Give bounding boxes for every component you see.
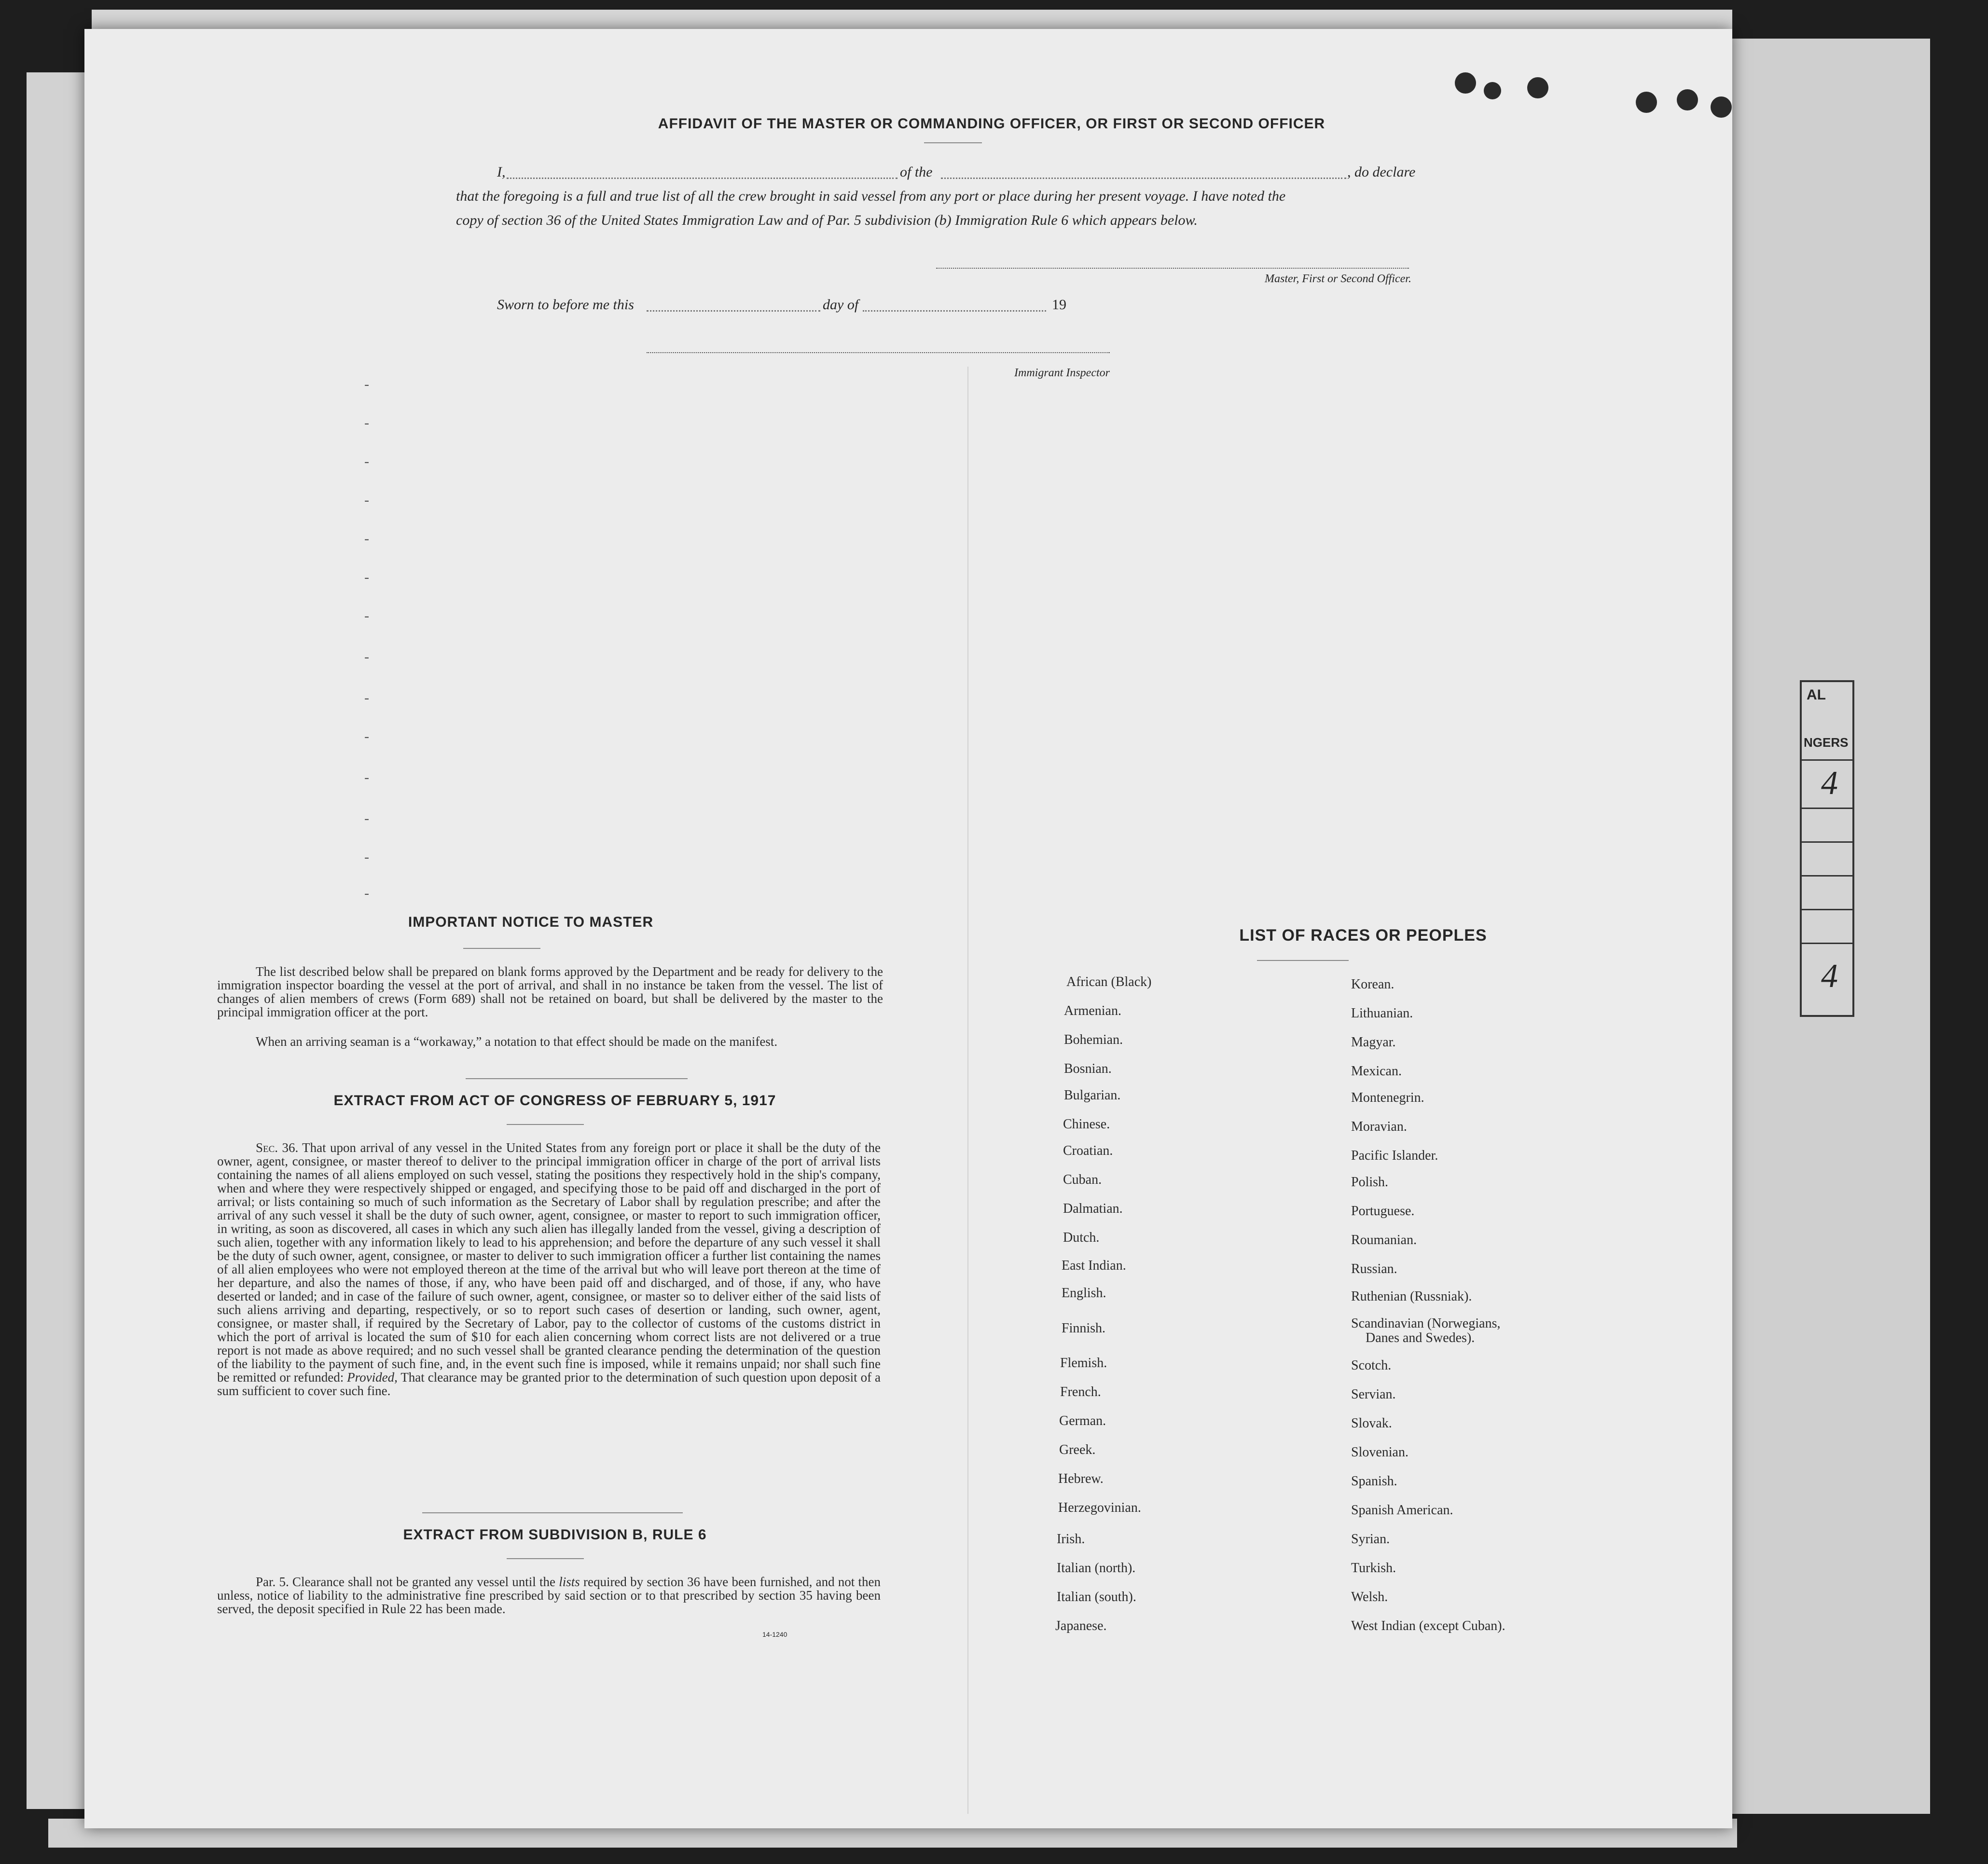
inspector-label: Immigrant Inspector [1014,367,1110,379]
race-right: Scotch. [1351,1358,1392,1373]
side-box-count-1: 4 [1821,765,1838,802]
race-right: Korean. [1351,977,1394,992]
binding-hole [1455,72,1476,94]
race-left: Dutch. [1063,1230,1100,1245]
race-left: Croatian. [1063,1143,1113,1158]
rule-title: EXTRACT FROM SUBDIVISION B, RULE 6 [403,1527,707,1543]
race-right: Spanish American. [1351,1503,1453,1518]
name-field[interactable] [507,178,897,179]
race-right: West Indian (except Cuban). [1351,1618,1505,1633]
day-of-label: day of [823,297,859,313]
race-right-continuation: Danes and Swedes). [1366,1330,1475,1345]
race-right: Scandinavian (Norwegians, [1351,1316,1501,1331]
race-right: Polish. [1351,1175,1389,1190]
binding-hole [1677,89,1698,110]
act-text-end: That clearance may be granted prior to the determination of such question upon deposit of a sum sufficient to cover such fine. [217,1370,881,1398]
race-right: Syrian. [1351,1532,1390,1547]
race-right: Portuguese. [1351,1204,1415,1219]
race-right: Pacific Islander. [1351,1148,1438,1163]
act-text-body: That upon arrival of any vessel in the United States from any foreign port or place it shall be the duty of the owner, agent, consignee, or master thereof to deliver to the principal immigration officer in charge of the port of arrival lists containing the names of all aliens employed on such vessel, stating the positions they respectively hold in the ship's company, when and where they were respectively shipped or engaged, and specifying those to be paid off and discharged in the port of arrival; or lists containing so much of such information as the Secretary of Labor shall by regulation prescribe; and after the arrival of any such vessel it shall be the duty of such owner, agent, consignee, or master to report to such immigration officer, in writing, as soon as discovered, all cases in which any such alien has illegally landed from the vessel, giving a description of such alien, together with any information likely to lead to his apprehension; and before the departure of any such vessel it shall be the duty of such owner, agent, consignee, or master to deliver to such immigration officer a further list containing the names of all alien employees who were not employed thereon at the time of the arrival but who will leave port thereon at the time of her departure, and also the names of those, if any, who have been paid off and discharged, and of those, if any, who have deserted or landed; and in case of the failure of such owner, agent, consignee, or master so to deliver either of the said lists of such aliens arriving and departing, respectively, or so to report such cases of desertion or landing, such owner, agent, consignee, or master shall, if required by the Secretary of Labor, pay to the collector of customs of the customs district in which the port of arrival is located the sum of $10 for each alien concerning whom correct lists are not delivered or a true report is not made as above required; and no such vessel shall be granted clearance pending the determination of the question of the liability to the payment of such fine, and, in the event such fine is imposed, while it remains unpaid; nor shall such fine be remitted or refunded: [217,1140,881,1384]
race-left: Japanese. [1055,1618,1107,1633]
race-right: Turkish. [1351,1561,1396,1576]
race-left: Armenian. [1064,1003,1121,1018]
race-right: Moravian. [1351,1119,1407,1134]
affidavit-title: AFFIDAVIT OF THE MASTER OR COMMANDING OFFICER, OR FIRST OR SECOND OFFICER [658,116,1325,132]
act-section-label: Sec. 36. [256,1140,299,1155]
race-left: Herzegovinian. [1058,1500,1141,1515]
race-right: Magyar. [1351,1035,1396,1050]
binding-hole [1484,82,1501,99]
races-title: LIST OF RACES OR PEOPLES [1239,926,1487,945]
race-left: Greek. [1059,1442,1096,1457]
race-left: Hebrew. [1058,1471,1104,1486]
sworn-line [497,297,1124,316]
race-right: Lithuanian. [1351,1006,1413,1021]
race-left: East Indian. [1062,1258,1126,1273]
affidavit-line2: that the foregoing is a full and true list of all the crew brought in said vessel from any port or place during her present voyage. I have noted the [456,188,1286,204]
race-left: Cuban. [1063,1172,1102,1187]
race-left: Irish. [1057,1532,1085,1547]
notice-title: IMPORTANT NOTICE TO MASTER [408,914,654,930]
form-number: 14-1240 [762,1631,787,1638]
race-right: Montenegrin. [1351,1090,1424,1105]
race-right: Russian. [1351,1261,1397,1276]
i-label: I, [497,164,506,180]
race-left: German. [1059,1413,1106,1428]
rule-text-start: Par. 5. Clearance shall not be granted any vessel until the [256,1575,555,1589]
center-fold [967,367,968,1814]
act-title: EXTRACT FROM ACT OF CONGRESS OF FEBRUARY 5, 1917 [333,1093,776,1109]
inspector-signature-line[interactable] [647,352,1110,353]
side-box-count-2: 4 [1821,958,1838,995]
race-left: Italian (north). [1057,1561,1136,1576]
race-right: Ruthenian (Russniak). [1351,1289,1472,1304]
race-right: Welsh. [1351,1590,1388,1604]
race-left: Dalmatian. [1063,1201,1123,1216]
race-right: Roumanian. [1351,1233,1417,1247]
sworn-month-field[interactable] [863,310,1046,312]
notice-paragraph-2: When an arriving seaman is a “workaway,” a notation to that effect should be made on the manifest. [256,1034,778,1049]
master-signature-label: Master, First or Second Officer. [1265,273,1411,285]
manifest-page: AFFIDAVIT OF THE MASTER OR COMMANDING OFFICER, OR FIRST OR SECOND OFFICER I, of the , do declare that the foregoing is a full and true list of all the crew brought in said vessel from any port or place during her present voyage. I have noted the copy of section 36 of the United States Immigration Law and of Par. 5 subdivision (b) Immigration Rule 6 which appears below. Master, First or Second Officer. Sworn to before me this day of 19 Immigrant Inspector - - - - - - - - - - - - - - IMPORTANT NOTICE TO MASTER The list described below shall be prepared on blank forms approved by the Department and be ready for delivery to the immigration inspector boarding the vessel at the port of arrival, and shall in no instance be taken from the vessel. The list of changes of alien members of crews (Form 689) shall not be retained on board, but shall be delivered by the master to the principal immigration officer at the port. When an arriving seaman is a “workaway,” a notation to that effect should be made on the manifest. EXTRACT FROM ACT OF CONGRESS OF FEBRUARY 5, 1917 Sec. 36. That upon arrival of any vessel in the United States from any foreign port or place it shall be the duty of the owner, agent, consignee, or master thereof to deliver to the principal immigration officer in charge of the port of arrival lists containing the names of all aliens employed on such vessel, stating the positions they respectively hold in the ship's company, when and where they were respectively shipped or engaged, and specifying those to be paid off and discharged in the port of arrival; or lists containing so much of such information as the Secretary of Labor shall by regulation prescribe; and after the arrival of any such vessel it shall be the duty of such owner, agent, consignee, or master to report to such immigration officer, in writing, as soon as discovered, all cases in which any such alien has illegally landed from the vessel, giving a description of such alien, together with any information likely to lead to his apprehension; and before the departure of any such vessel it shall be the duty of such owner, agent, consignee, or master to deliver to such immigration officer a further list containing the names of all alien employees who were not employed thereon at the time of the arrival but who will leave port thereon at the time of her departure, and also the names of those, if any, who have been paid off and discharged, and of those, if any, who have deserted or landed; and in case of the failure of such owner, agent, consignee, or master so to deliver either of the said lists of such aliens arriving and departing, respectively, or so to report such cases of desertion or landing, such owner, agent, consignee, or master shall, if required by the Secretary of Labor, pay to the collector of customs of the customs district in which the port of arrival is located the sum of $10 for each alien concerning whom correct lists are not delivered or a true report is not made as above required; and no such vessel shall be granted clearance pending the determination of the question of the liability to the payment of such fine, and, in the event such fine is imposed, while it remains unpaid; nor shall such fine be remitted or refunded: Provided, That clearance may be granted prior to the determination of such question upon deposit of a sum sufficient to cover such fine. EXTRACT FROM SUBDIVISION B, RULE 6 Par. 5. Clearance shall not be granted any vessel until the lists required by section 36 have been furnished, and not then unless, notice of liability to the administrative fine prescribed by said section or to that prescribed by section 35 having been served, the deposit specified in Rule 22 has been made. 14-1240 LIST OF RACES OR PEOPLES African (Black) Armenian. Bohemian. Bosnian. Bulgarian. Chinese. Croatian. Cuban. Dalmatian. Dutch. East Indian. English. Finnish. Flemish. French. German. Greek. Hebrew. Herzegovinian. Irish. Italian (north). Italian (south). Japanese. Korean. Lithuanian. Magyar. Mexican. Montenegrin. Moravian. Pacific Islander. Polish. Portuguese. Roumanian. Russian. Ruthenian (Russniak). Scandinavian (Norwegians, Danes and Swedes). Scotch. Servian. Slovak. Slovenian. Spanish. Spanish American. Syrian. Turkish. Welsh. West Indian (except Cuban). [84,29,1732,1828]
race-left: English. [1062,1286,1106,1301]
race-left: Bosnian. [1064,1061,1112,1076]
race-left: Bohemian. [1064,1032,1123,1047]
race-right: Servian. [1351,1387,1396,1402]
sworn-label: Sworn to before me this [497,297,634,313]
vessel-field[interactable] [941,178,1346,179]
declare-label: , do declare [1347,164,1416,180]
race-right: Mexican. [1351,1064,1402,1079]
side-box [1800,680,1854,1017]
race-right: Slovak. [1351,1416,1392,1431]
race-left: Flemish. [1060,1356,1107,1371]
side-box-header-bottom: NGERS [1804,735,1849,750]
race-left: Italian (south). [1057,1590,1136,1604]
master-signature-line[interactable] [936,268,1409,269]
binding-hole [1711,96,1732,118]
race-left: African (Black) [1066,974,1152,989]
rule-lists-word: lists [559,1575,580,1589]
race-left: Finnish. [1062,1321,1106,1336]
binding-hole [1636,92,1657,113]
rule-text [217,1575,881,1616]
affidavit-line1 [497,164,1510,183]
side-box-header-top: AL [1807,687,1826,703]
race-left: Bulgarian. [1064,1088,1121,1103]
act-provided-label: Provided, [347,1370,398,1384]
of-the-label: of the [900,164,933,180]
race-right: Spanish. [1351,1474,1397,1489]
rule-text-end: required by section 36 have been furnished, and not then unless, notice of liability to the administrative fine prescribed by said section or to that prescribed by section 35 having been served, the deposit specified in Rule 22 has been made. [217,1575,881,1616]
race-left: Chinese. [1063,1117,1110,1132]
binding-hole [1527,77,1548,98]
sworn-day-field[interactable] [647,310,820,312]
race-left: French. [1060,1384,1101,1399]
act-text [217,1141,881,1398]
race-right: Slovenian. [1351,1445,1408,1460]
year-prefix: 19 [1052,297,1066,313]
affidavit-line3: copy of section 36 of the United States Immigration Law and of Par. 5 subdivision (b) Immigration Rule 6 which appears below. [456,212,1198,228]
notice-paragraph-1: The list described below shall be prepared on blank forms approved by the Department and be ready for delivery to the immigration inspector boarding the vessel at the port of arrival, and shall in no instance be taken from the vessel. The list of changes of alien members of crews (Form 689) shall not be retained on board, but shall be delivered by the master to the principal immigration officer at the port. [217,964,883,1019]
